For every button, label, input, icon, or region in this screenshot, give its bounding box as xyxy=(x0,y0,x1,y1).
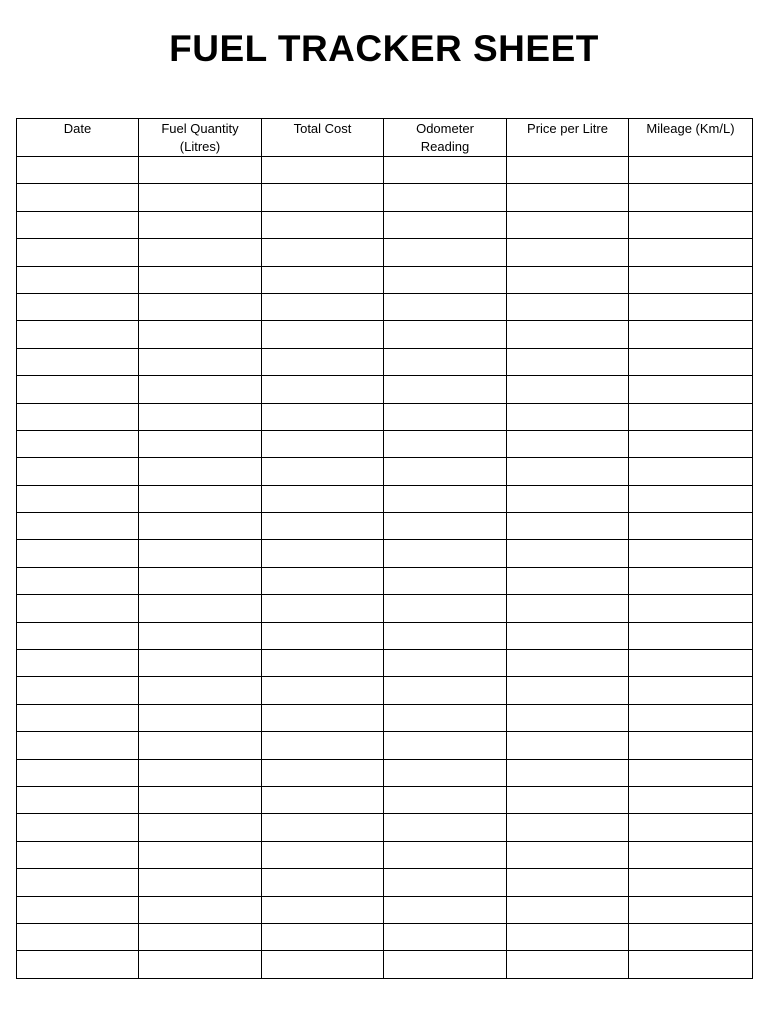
table-row xyxy=(17,403,753,430)
table-cell-price-per-litre xyxy=(507,376,629,403)
table-cell-date xyxy=(17,321,139,348)
table-cell-date xyxy=(17,540,139,567)
table-cell-mileage xyxy=(629,896,753,923)
table-cell-price-per-litre xyxy=(507,732,629,759)
table-cell-odometer-reading xyxy=(384,841,507,868)
table-cell-date xyxy=(17,513,139,540)
table-cell-fuel-quantity xyxy=(139,239,262,266)
table-cell-price-per-litre xyxy=(507,540,629,567)
table-cell-date xyxy=(17,622,139,649)
table-cell-total-cost xyxy=(262,348,384,375)
table-cell-date xyxy=(17,841,139,868)
table-cell-odometer-reading xyxy=(384,923,507,950)
table-cell-total-cost xyxy=(262,485,384,512)
table-cell-price-per-litre xyxy=(507,595,629,622)
table-cell-price-per-litre xyxy=(507,704,629,731)
table-row xyxy=(17,841,753,868)
table-cell-mileage xyxy=(629,540,753,567)
table-cell-date xyxy=(17,293,139,320)
table-cell-total-cost xyxy=(262,293,384,320)
table-cell-total-cost xyxy=(262,896,384,923)
table-cell-total-cost xyxy=(262,677,384,704)
table-cell-date xyxy=(17,951,139,978)
table-row xyxy=(17,485,753,512)
table-cell-date xyxy=(17,923,139,950)
table-cell-fuel-quantity xyxy=(139,567,262,594)
fuel-log-table xyxy=(16,118,753,979)
table-cell-mileage xyxy=(629,732,753,759)
table-cell-odometer-reading xyxy=(384,704,507,731)
table-row xyxy=(17,211,753,238)
table-cell-mileage xyxy=(629,211,753,238)
table-cell-total-cost xyxy=(262,184,384,211)
table-cell-odometer-reading xyxy=(384,814,507,841)
table-cell-total-cost xyxy=(262,513,384,540)
table-cell-total-cost xyxy=(262,869,384,896)
table-cell-price-per-litre xyxy=(507,896,629,923)
table-cell-price-per-litre xyxy=(507,157,629,184)
table-cell-total-cost xyxy=(262,704,384,731)
column-header-mileage: Mileage (Km/L) xyxy=(629,119,753,157)
table-cell-price-per-litre xyxy=(507,293,629,320)
table-row xyxy=(17,951,753,978)
table-cell-fuel-quantity xyxy=(139,896,262,923)
table-cell-mileage xyxy=(629,595,753,622)
table-row xyxy=(17,786,753,813)
table-row xyxy=(17,184,753,211)
table-cell-fuel-quantity xyxy=(139,403,262,430)
table-cell-odometer-reading xyxy=(384,293,507,320)
column-header-price-per-litre: Price per Litre xyxy=(507,119,629,157)
table-cell-odometer-reading xyxy=(384,430,507,457)
table-cell-total-cost xyxy=(262,430,384,457)
table-cell-price-per-litre xyxy=(507,184,629,211)
column-header-total-cost: Total Cost xyxy=(262,119,384,157)
table-cell-mileage xyxy=(629,869,753,896)
table-cell-date xyxy=(17,786,139,813)
table-cell-odometer-reading xyxy=(384,567,507,594)
table-cell-price-per-litre xyxy=(507,951,629,978)
table-cell-total-cost xyxy=(262,239,384,266)
table-cell-date xyxy=(17,266,139,293)
table-cell-total-cost xyxy=(262,266,384,293)
table-cell-mileage xyxy=(629,513,753,540)
table-cell-odometer-reading xyxy=(384,677,507,704)
table-row xyxy=(17,567,753,594)
table-cell-price-per-litre xyxy=(507,786,629,813)
table-row xyxy=(17,458,753,485)
table-cell-date xyxy=(17,211,139,238)
table-cell-odometer-reading xyxy=(384,896,507,923)
table-cell-fuel-quantity xyxy=(139,485,262,512)
table-row xyxy=(17,704,753,731)
table-cell-odometer-reading xyxy=(384,211,507,238)
table-cell-fuel-quantity xyxy=(139,923,262,950)
table-cell-mileage xyxy=(629,622,753,649)
table-cell-total-cost xyxy=(262,540,384,567)
table-cell-date xyxy=(17,595,139,622)
table-cell-mileage xyxy=(629,376,753,403)
table-cell-date xyxy=(17,485,139,512)
table-cell-price-per-litre xyxy=(507,430,629,457)
table-cell-date xyxy=(17,677,139,704)
table-cell-odometer-reading xyxy=(384,732,507,759)
table-cell-mileage xyxy=(629,650,753,677)
table-cell-fuel-quantity xyxy=(139,759,262,786)
table-cell-total-cost xyxy=(262,923,384,950)
table-cell-fuel-quantity xyxy=(139,704,262,731)
table-cell-total-cost xyxy=(262,595,384,622)
table-cell-fuel-quantity xyxy=(139,266,262,293)
table-cell-fuel-quantity xyxy=(139,622,262,649)
table-row xyxy=(17,732,753,759)
table-cell-odometer-reading xyxy=(384,595,507,622)
table-cell-mileage xyxy=(629,704,753,731)
table-cell-mileage xyxy=(629,951,753,978)
table-cell-odometer-reading xyxy=(384,951,507,978)
table-cell-date xyxy=(17,376,139,403)
table-cell-mileage xyxy=(629,786,753,813)
table-cell-price-per-litre xyxy=(507,348,629,375)
table-row xyxy=(17,430,753,457)
table-row xyxy=(17,348,753,375)
table-cell-price-per-litre xyxy=(507,622,629,649)
table-cell-odometer-reading xyxy=(384,266,507,293)
table-cell-fuel-quantity xyxy=(139,595,262,622)
table-cell-odometer-reading xyxy=(384,622,507,649)
table-cell-price-per-litre xyxy=(507,869,629,896)
table-row xyxy=(17,293,753,320)
table-cell-odometer-reading xyxy=(384,540,507,567)
table-cell-total-cost xyxy=(262,841,384,868)
table-cell-date xyxy=(17,239,139,266)
table-cell-fuel-quantity xyxy=(139,951,262,978)
table-row xyxy=(17,321,753,348)
table-cell-mileage xyxy=(629,841,753,868)
table-cell-fuel-quantity xyxy=(139,321,262,348)
table-cell-fuel-quantity xyxy=(139,184,262,211)
table-row xyxy=(17,513,753,540)
table-cell-mileage xyxy=(629,567,753,594)
table-cell-fuel-quantity xyxy=(139,293,262,320)
table-cell-fuel-quantity xyxy=(139,841,262,868)
table-cell-total-cost xyxy=(262,650,384,677)
table-cell-total-cost xyxy=(262,732,384,759)
table-cell-date xyxy=(17,814,139,841)
column-header-fuel-quantity: Fuel Quantity (Litres) xyxy=(139,119,262,157)
table-cell-odometer-reading xyxy=(384,157,507,184)
table-row xyxy=(17,540,753,567)
table-cell-price-per-litre xyxy=(507,814,629,841)
table-cell-price-per-litre xyxy=(507,677,629,704)
table-cell-price-per-litre xyxy=(507,211,629,238)
page-title: FUEL TRACKER SHEET xyxy=(169,28,599,69)
table-cell-price-per-litre xyxy=(507,485,629,512)
table-cell-fuel-quantity xyxy=(139,732,262,759)
table-row xyxy=(17,759,753,786)
table-cell-price-per-litre xyxy=(507,458,629,485)
table-cell-fuel-quantity xyxy=(139,540,262,567)
table-cell-mileage xyxy=(629,321,753,348)
table-cell-date xyxy=(17,896,139,923)
table-row xyxy=(17,266,753,293)
table-cell-fuel-quantity xyxy=(139,650,262,677)
table-cell-price-per-litre xyxy=(507,266,629,293)
table-cell-mileage xyxy=(629,759,753,786)
table-cell-mileage xyxy=(629,239,753,266)
table-cell-fuel-quantity xyxy=(139,157,262,184)
table-cell-mileage xyxy=(629,430,753,457)
table-cell-total-cost xyxy=(262,321,384,348)
column-header-date: Date xyxy=(17,119,139,157)
table-cell-date xyxy=(17,157,139,184)
table-cell-mileage xyxy=(629,814,753,841)
table-cell-fuel-quantity xyxy=(139,814,262,841)
table-cell-odometer-reading xyxy=(384,376,507,403)
table-cell-odometer-reading xyxy=(384,786,507,813)
table-cell-total-cost xyxy=(262,786,384,813)
table-cell-date xyxy=(17,184,139,211)
table-cell-total-cost xyxy=(262,622,384,649)
table-cell-total-cost xyxy=(262,951,384,978)
table-cell-price-per-litre xyxy=(507,567,629,594)
table-cell-total-cost xyxy=(262,567,384,594)
table-cell-price-per-litre xyxy=(507,650,629,677)
table-cell-mileage xyxy=(629,485,753,512)
table-cell-mileage xyxy=(629,266,753,293)
table-cell-total-cost xyxy=(262,759,384,786)
table-cell-fuel-quantity xyxy=(139,458,262,485)
table-cell-price-per-litre xyxy=(507,759,629,786)
table-cell-mileage xyxy=(629,184,753,211)
table-cell-odometer-reading xyxy=(384,513,507,540)
table-cell-date xyxy=(17,567,139,594)
table-cell-date xyxy=(17,759,139,786)
table-cell-fuel-quantity xyxy=(139,869,262,896)
table-cell-mileage xyxy=(629,923,753,950)
table-cell-mileage xyxy=(629,293,753,320)
table-row xyxy=(17,923,753,950)
table-cell-odometer-reading xyxy=(384,403,507,430)
table-cell-date xyxy=(17,403,139,430)
table-row xyxy=(17,376,753,403)
table-cell-fuel-quantity xyxy=(139,786,262,813)
table-cell-mileage xyxy=(629,403,753,430)
table-cell-fuel-quantity xyxy=(139,677,262,704)
table-cell-total-cost xyxy=(262,157,384,184)
table-cell-fuel-quantity xyxy=(139,348,262,375)
table-body xyxy=(17,157,753,979)
table-row xyxy=(17,677,753,704)
table-row xyxy=(17,595,753,622)
table-row xyxy=(17,814,753,841)
table-cell-fuel-quantity xyxy=(139,513,262,540)
table-cell-odometer-reading xyxy=(384,759,507,786)
table-cell-price-per-litre xyxy=(507,321,629,348)
table-cell-total-cost xyxy=(262,403,384,430)
table-cell-odometer-reading xyxy=(384,239,507,266)
table-cell-price-per-litre xyxy=(507,841,629,868)
table-cell-odometer-reading xyxy=(384,184,507,211)
column-header-odometer-reading: Odometer Reading xyxy=(384,119,507,157)
table-cell-odometer-reading xyxy=(384,650,507,677)
table-row xyxy=(17,157,753,184)
table-cell-price-per-litre xyxy=(507,513,629,540)
table-row xyxy=(17,239,753,266)
table-cell-mileage xyxy=(629,157,753,184)
table-cell-odometer-reading xyxy=(384,869,507,896)
table-cell-mileage xyxy=(629,677,753,704)
table-cell-price-per-litre xyxy=(507,403,629,430)
table-cell-odometer-reading xyxy=(384,321,507,348)
table-row xyxy=(17,896,753,923)
table-cell-date xyxy=(17,458,139,485)
table-cell-fuel-quantity xyxy=(139,430,262,457)
table-cell-price-per-litre xyxy=(507,923,629,950)
table-cell-date xyxy=(17,732,139,759)
table-cell-total-cost xyxy=(262,211,384,238)
table-cell-fuel-quantity xyxy=(139,376,262,403)
table-cell-mileage xyxy=(629,458,753,485)
table-cell-odometer-reading xyxy=(384,485,507,512)
table-cell-total-cost xyxy=(262,458,384,485)
table-cell-fuel-quantity xyxy=(139,211,262,238)
table-cell-date xyxy=(17,869,139,896)
table-row xyxy=(17,622,753,649)
table-cell-odometer-reading xyxy=(384,348,507,375)
table-cell-mileage xyxy=(629,348,753,375)
table-cell-date xyxy=(17,650,139,677)
table-header-row xyxy=(17,119,753,157)
table-cell-odometer-reading xyxy=(384,458,507,485)
table-cell-date xyxy=(17,430,139,457)
table-cell-date xyxy=(17,348,139,375)
table-cell-total-cost xyxy=(262,814,384,841)
table-cell-date xyxy=(17,704,139,731)
table-row xyxy=(17,869,753,896)
table-cell-total-cost xyxy=(262,376,384,403)
table-row xyxy=(17,650,753,677)
table-cell-price-per-litre xyxy=(507,239,629,266)
